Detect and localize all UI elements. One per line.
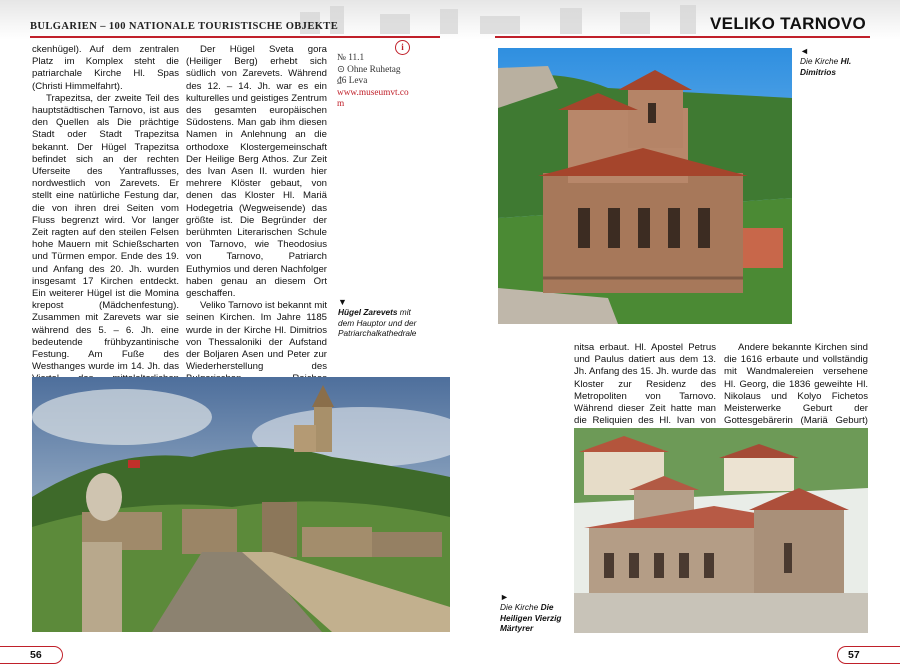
photo-church-heilige-vierzig-maertyrer: [574, 428, 868, 633]
text-column-3: [574, 342, 716, 440]
caption-title: Die Heiligen Vierzig Märtyrer: [500, 602, 562, 634]
arrow-right-icon: ►: [500, 592, 509, 602]
paragraph: nitsa erbaut. Hl. Apostel Petrus und Paulus datiert aus dem 13. Jh. Anfang des 15. Jh. wurde das Kloster zur Residenz des Metropoliten von Tarnovo. Während dieser Zeit hatte man die Reliquien des Hl. Ivan von: [574, 342, 716, 427]
website-link[interactable]: www.museumvt.com: [337, 87, 409, 109]
info-box: [337, 53, 413, 111]
page-number-text: 57: [848, 649, 860, 661]
arrow-left-icon: ◄: [800, 46, 809, 56]
paragraph: Trapezitsa, der zweite Teil des hauptstädtischen Tarnovo, ist aus den Quellen als Die prächtige Stadt oder Stadt Trapezitsa bekannt. Der Hügel Trapezitsa befindet sich an der rechten Uferseite des Yantraflusses, nordwestlich von Zarevets. Er stellt eine natürliche Festung dar, die von ihren drei Seiten vom Fluss begrenzt wird. Vor langer Zeit ragten auf den steilen Felsen hohe Mauern mit Schießscharten und Türmen empor. Ende des 19. und Anfang des 20. Jh. wurden insgesamt 17 Kirchen entdeckt. Ein weiterer Hügel ist die Momina krepost (Mädchenfestung). Zusammen mit Zarevets war sie während des 5. – 6. Jh. eine bedeutende frühbyzantinische Festung. Am Fuße des Westhanges wurde im 14. Jh. das: [32, 92, 179, 373]
caption-text: Die Kirche: [800, 56, 841, 67]
clock-icon: ⊙: [337, 64, 345, 75]
price-icon: ₫: [337, 76, 342, 86]
photo-church-hl-dimitrios: [498, 48, 792, 324]
photo-zarevets-hill: [32, 377, 450, 632]
entry-price: 6 Leva: [341, 76, 368, 86]
running-head-left: BULGARIEN – 100 NATIONALE TOURISTISCHE OBJEKTE: [30, 21, 339, 32]
page-number-right: [837, 646, 900, 664]
running-head-right: VELIKO TARNOVO: [710, 14, 866, 33]
header-rule-right: [495, 36, 870, 38]
page-number-left: [0, 646, 63, 664]
paragraph: Der Hügel Sveta gora (Heiliger Berg) erhebt sich südlich von Zarevets. Während des 12. – 14. Jh. war es ein kulturelles und geistiges Zentrum des gesamten europäischen Südostens. Man gab ihm diesen Namen in Anlehnung an die orthodoxe Klostergemeinschaft Der Heilige Berg Athos. Zur Zeit des Ivan Asen II. wurden hier mehrere Klöster gebaut, von denen das Kloster Hl. Mariä Hodegetria (Wegweisende) das größte ist. Die Begründer der berühmten Literarischen Schule von Tarnovo, wie Theodosius von Tarnovo, Patriarch Euthymios und deren Nachfolger haben genau an diesem Ort geschaffen.: [186, 44, 327, 300]
info-icon: i: [395, 40, 410, 55]
text-column-1: [32, 44, 179, 422]
caption-hl-dimitrios: [800, 46, 872, 77]
opening-hours: Ohne Ruhetag: [347, 64, 401, 75]
arrow-down-icon: ▼: [338, 297, 347, 307]
header-rule-left: [30, 36, 440, 38]
caption-text: Die Kirche: [500, 602, 541, 613]
caption-title: Hl. Dimitrios: [800, 56, 852, 77]
object-number: № 11.1: [337, 53, 365, 63]
caption-heilige-vierzig-maertyrer: [500, 592, 572, 634]
paragraph: ckenhügel). Auf dem zentralen Platz im Komplex steht die patriarchale Kirche Hl. Spas (Christi Himmelfahrt).: [32, 44, 179, 92]
paragraph: Andere bekannte Kirchen sind die 1616 erbaute und vollständig mit Wandmalereien versehene Hl. Georg, die 1836 geweihte Hl. Nikolaus und Kolyo Fichetos Meisterwerke Geburt der Gottesgebärerin (Mariä Geburt): [724, 342, 868, 427]
paragraph: Veliko Tarnovo ist bekannt mit seinen Kirchen. Im Jahre 1185 wurde in der Kirche Hl. Dimitrios von Thessaloniki der Aufstand der Boljaren Asen und Peter zur Wiederherstellung des: [186, 300, 327, 373]
caption-text: mit dem Hauptor und der Patriarchalkathedrale: [338, 307, 417, 339]
page-header: [0, 0, 900, 40]
caption-title: Hügel Zarevets: [338, 307, 398, 318]
page-number-text: 56: [30, 649, 42, 661]
caption-zarevets: [338, 297, 418, 339]
